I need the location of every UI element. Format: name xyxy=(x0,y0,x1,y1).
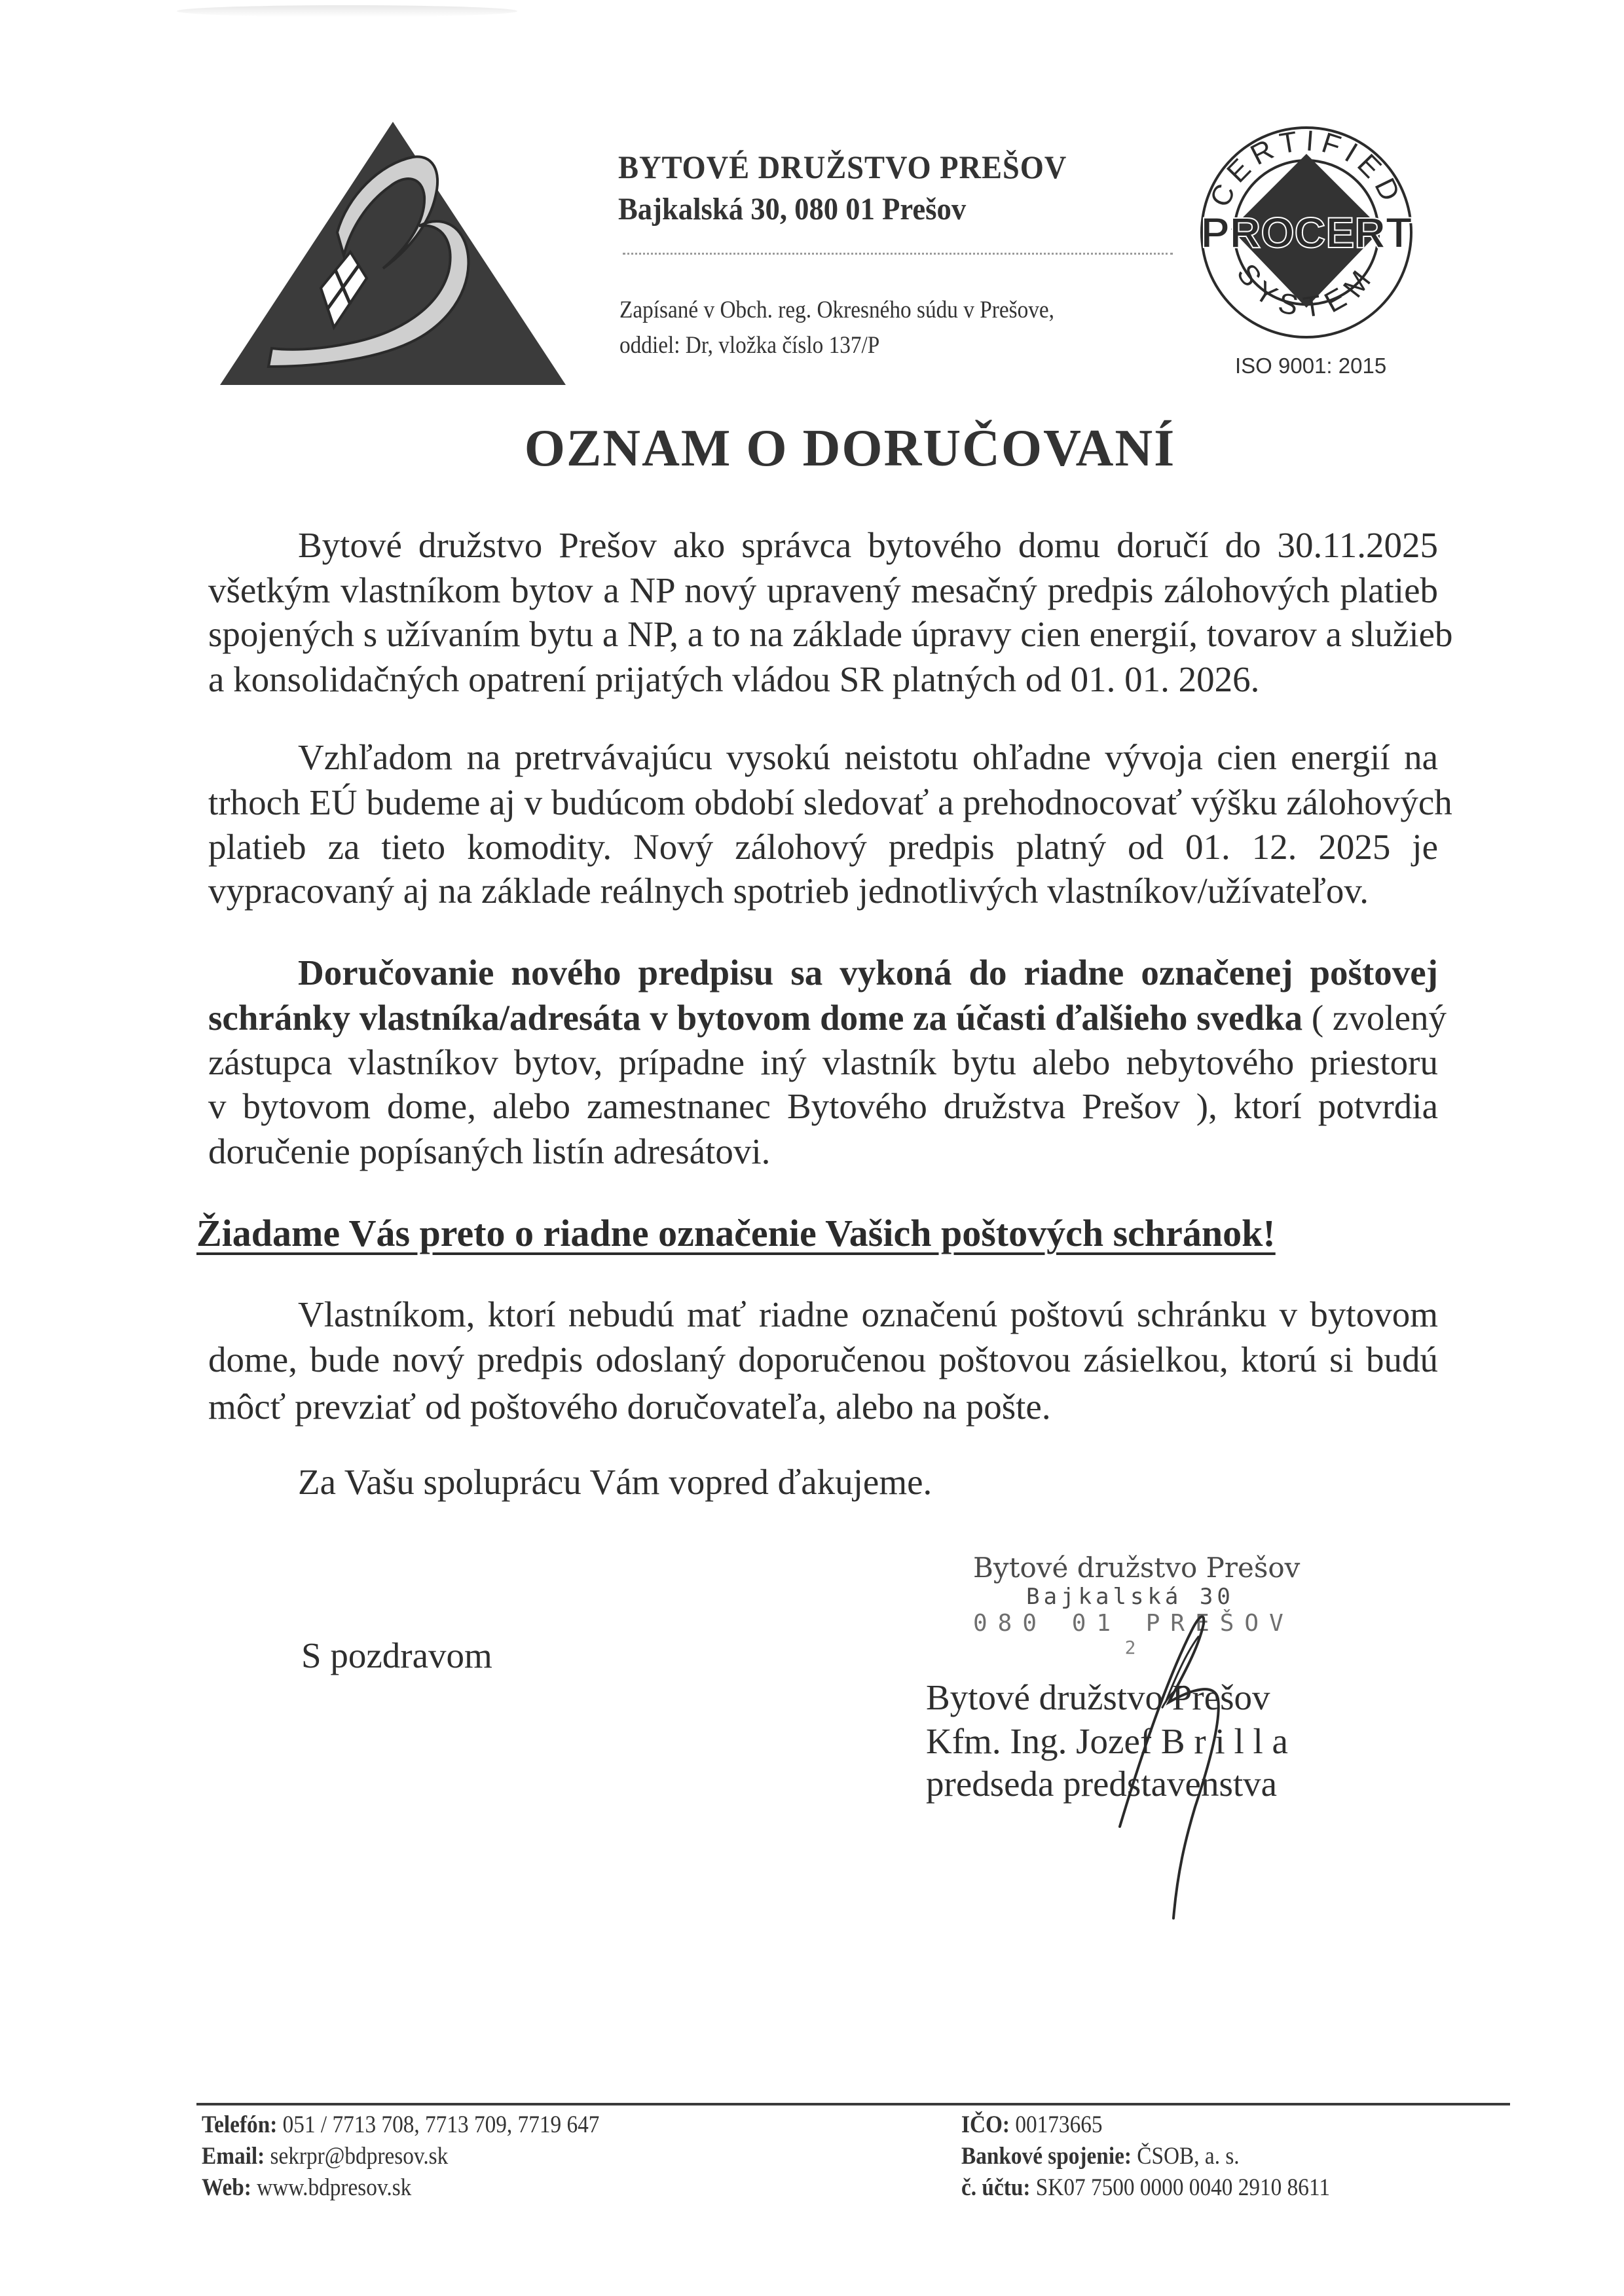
footer-web-label: Web: xyxy=(202,2174,251,2201)
registration-line-1: Zapísané v Obch. reg. Okresného súdu v Prešove, xyxy=(619,297,1054,323)
paragraph-4-line: dome, bude nový predpis odoslaný doporučenou poštovou zásielkou, ktorú si budú xyxy=(208,1339,1438,1379)
paragraph-2-line: Vzhľadom na pretrvávajúcu vysokú neistotu ohľadne vývoja cien energií na xyxy=(298,737,1438,777)
scan-edge-shadow xyxy=(177,5,517,17)
triangle-b-logo-icon xyxy=(216,118,570,390)
footer-phone xyxy=(202,2111,599,2139)
greeting: S pozdravom xyxy=(301,1635,492,1675)
paragraph-1-line: spojených s užívaním bytu a NP, a to na základe úpravy cien energií, tovarov a služieb xyxy=(208,614,1453,654)
stamp-line-2: Bajkalská 30 xyxy=(1026,1584,1234,1610)
paragraph-3-line: doručenie popísaných listín adresátovi. xyxy=(208,1131,771,1171)
procert-certified-system-logo-icon xyxy=(1189,118,1424,347)
paragraph-3-normal-text: ( zvolený xyxy=(1302,998,1447,1038)
procert-top-arc-text: CERTIFIED xyxy=(1204,124,1409,212)
paragraph-2-line: vypracovaný aj na základe reálnych spotrieb jednotlivých vlastníkov/užívateľov. xyxy=(208,871,1369,911)
footer-ico-label: IČO: xyxy=(961,2111,1010,2138)
footer-account-value: SK07 7500 0000 0040 2910 8611 xyxy=(1030,2174,1331,2201)
procert-bottom-arc-text: SYSTEM xyxy=(1230,257,1383,324)
paragraph-2-line: platieb za tieto komodity. Nový zálohový predpis platný od 01. 12. 2025 je xyxy=(208,827,1438,867)
footer-email xyxy=(202,2142,448,2170)
footer-phone-label: Telefón: xyxy=(202,2111,278,2138)
stamp-line-4: 2 xyxy=(1124,1637,1136,1658)
paragraph-1-line: Bytové družstvo Prešov ako správca bytového domu doručí do 30.11.2025 xyxy=(298,525,1438,565)
footer-bank-value: ČSOB, a. s. xyxy=(1131,2143,1240,2170)
footer-divider xyxy=(196,2103,1510,2105)
page-title: OZNAM O DORUČOVANÍ xyxy=(524,420,1176,477)
paragraph-3-line: Doručovanie nového predpisu sa vykoná do riadne označenej poštovej xyxy=(298,953,1438,993)
stamp-line-1: Bytové družstvo Prešov xyxy=(973,1552,1301,1584)
closing-thanks: Za Vašu spoluprácu Vám vopred ďakujeme. xyxy=(298,1462,932,1502)
header-divider xyxy=(623,253,1173,255)
footer-bank xyxy=(961,2142,1240,2170)
footer-account xyxy=(961,2174,1330,2202)
signature-name: Kfm. Ing. Jozef B r i l l a xyxy=(926,1721,1288,1761)
footer-phone-value: 051 / 7713 708, 7713 709, 7719 647 xyxy=(277,2111,600,2138)
paragraph-1-line: všetkým vlastníkom bytov a NP nový upravený mesačný predpis zálohových platieb xyxy=(208,570,1438,610)
paragraph-4-line: Vlastníkom, ktorí nebudú mať riadne označenú poštovú schránku v bytovom xyxy=(298,1294,1438,1334)
footer-bank-label: Bankové spojenie: xyxy=(961,2143,1132,2170)
footer-email-label: Email: xyxy=(202,2143,265,2170)
iso-certification-label: ISO 9001: 2015 xyxy=(1235,354,1387,378)
paragraph-3-line: v bytovom dome, alebo zamestnanec Bytového družstva Prešov ), ktorí potvrdia xyxy=(208,1086,1438,1126)
paragraph-3-line: zástupca vlastníkov bytov, prípadne iný vlastník bytu alebo nebytového priestoru xyxy=(208,1042,1438,1082)
paragraph-1-line: a konsolidačných opatrení prijatých vládou SR platných od 01. 01. 2026. xyxy=(208,659,1260,699)
paragraph-3-line-mixed xyxy=(208,996,1447,1040)
footer-ico-value: 00173665 xyxy=(1010,2111,1103,2138)
footer-ico xyxy=(961,2111,1103,2139)
procert-center-text: PROCERT xyxy=(1200,208,1412,257)
paragraph-2-line: trhoch EÚ budeme aj v budúcom období sledovať a prehodnocovať výšku zálohových xyxy=(208,782,1452,822)
signature-org: Bytové družstvo Prešov xyxy=(926,1677,1270,1717)
org-name: BYTOVÉ DRUŽSTVO PREŠOV xyxy=(618,149,1067,185)
signature-role: predseda predstavenstva xyxy=(926,1764,1278,1804)
paragraph-4-line: môcť prevziať od poštového doručovateľa, alebo na pošte. xyxy=(208,1387,1051,1427)
footer-web-link[interactable]: www.bdpresov.sk xyxy=(251,2174,412,2201)
org-address: Bajkalská 30, 080 01 Prešov xyxy=(618,192,967,227)
footer-email-link[interactable]: sekrpr@bdpresov.sk xyxy=(265,2143,449,2170)
handwritten-signature-icon xyxy=(1100,1591,1257,1931)
footer-account-label: č. účtu: xyxy=(961,2174,1031,2201)
registration-line-2: oddiel: Dr, vložka číslo 137/P xyxy=(619,332,880,359)
paragraph-3-bold-text: schránky vlastníka/adresáta v bytovom dome za účasti ďalšieho svedka xyxy=(208,998,1303,1038)
stamp-line-3: 080 01 PREŠOV xyxy=(973,1610,1294,1637)
mailbox-request-heading: Žiadame Vás preto o riadne označenie Vašich poštových schránok! xyxy=(196,1212,1276,1254)
footer-web xyxy=(202,2174,411,2202)
